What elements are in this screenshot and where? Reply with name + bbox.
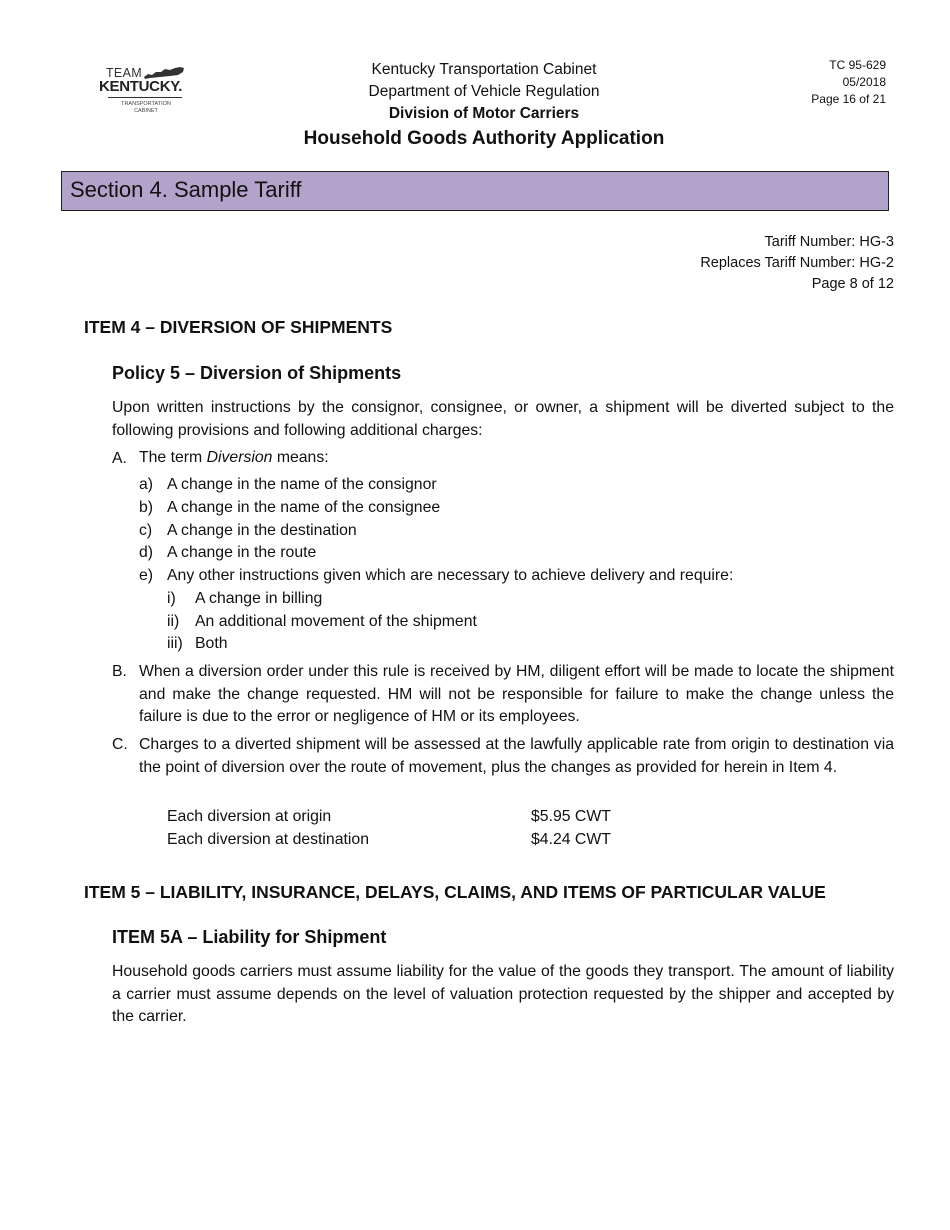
diversion-term: Diversion (206, 449, 273, 466)
header-cabinet: Kentucky Transportation Cabinet (371, 61, 597, 78)
list-item-a: The term Diversion means: (139, 449, 329, 466)
item5a-heading: ITEM 5A – Liability for Shipment (112, 927, 387, 947)
tariff-info (700, 232, 894, 295)
logo-subtitle-line2: CABINET (134, 107, 158, 114)
list-item: An additional movement of the shipment (195, 613, 477, 630)
policy5-heading: Policy 5 – Diversion of Shipments (112, 363, 402, 383)
form-page: Page 16 of 21 (811, 92, 886, 106)
list-label: ii) (167, 613, 180, 630)
list-label-b: B. (112, 663, 127, 680)
list-item: A change in the route (167, 544, 317, 561)
item4-heading: ITEM 4 – DIVERSION OF SHIPMENTS (84, 317, 393, 337)
form-info (811, 57, 886, 108)
logo-subtitle (98, 101, 194, 114)
list-item: Both (195, 635, 228, 652)
header-division: Division of Motor Carriers (388, 105, 580, 122)
list-label-a: A. (112, 450, 127, 467)
tariff-number: Tariff Number: HG-3 (764, 234, 894, 250)
list-item: Any other instructions given which are necessary to achieve delivery and require: (167, 567, 734, 584)
form-number: TC 95-629 (829, 58, 886, 72)
charge-label: Each diversion at origin (167, 808, 332, 825)
list-label: d) (139, 544, 154, 561)
section-banner (61, 171, 889, 211)
tariff-replaces: Replaces Tariff Number: HG-2 (700, 255, 894, 271)
list-label: i) (167, 590, 176, 607)
list-item: A change in the name of the consignor (167, 476, 437, 493)
section-title: Section 4. Sample Tariff (70, 177, 302, 202)
tariff-page: Page 8 of 12 (811, 276, 894, 292)
list-label-c: C. (112, 736, 128, 753)
list-label: b) (139, 499, 154, 516)
team-kentucky-logo (98, 66, 194, 122)
item4-intro: Upon written instructions by the consignor, consignee, or owner, a shipment will be diverted subject to the following provisions and following additional charges: (112, 399, 894, 439)
item5a-text: Household goods carriers must assume liability for the value of the goods they transport. The amount of liability a carrier must assume depends on the level of valuation protection requested by the shipper and accepted by the carrier. (112, 963, 894, 1025)
list-label: a) (139, 476, 154, 493)
form-date: 05/2018 (842, 75, 886, 89)
item5-heading: ITEM 5 – LIABILITY, INSURANCE, DELAYS, CLAIMS, AND ITEMS OF PARTICULAR VALUE (84, 882, 826, 902)
list-item-c: Charges to a diverted shipment will be assessed at the lawfully applicable rate from origin to destination via the point of diversion over the route of movement, plus the changes as provided for herein in Item 4. (139, 736, 894, 776)
list-label: c) (139, 522, 153, 539)
list-label: e) (139, 567, 154, 584)
list-item: A change in billing (195, 590, 323, 607)
header-department: Department of Vehicle Regulation (368, 83, 600, 100)
document-title: Household Goods Authority Application (303, 128, 665, 149)
charge-value: $4.24 CWT (531, 831, 611, 848)
logo-kentucky-text: KENTUCKY. (99, 78, 183, 95)
charge-label: Each diversion at destination (167, 831, 369, 848)
list-item-b: When a diversion order under this rule is received by HM, diligent effort will be made to locate the shipment and make the change requested. HM will not be responsible for failure to make the change unless the failure is due to the error or negligence of HM or its employees. (139, 663, 894, 725)
list-item: A change in the destination (167, 522, 357, 539)
document-header (240, 59, 728, 153)
logo-team-text: TEAM (106, 66, 142, 80)
list-label: iii) (167, 635, 183, 652)
charge-value: $5.95 CWT (531, 808, 611, 825)
logo-subtitle-line1: TRANSPORTATION (121, 101, 171, 107)
logo-divider (108, 97, 182, 98)
list-item: A change in the name of the consignee (167, 499, 441, 516)
